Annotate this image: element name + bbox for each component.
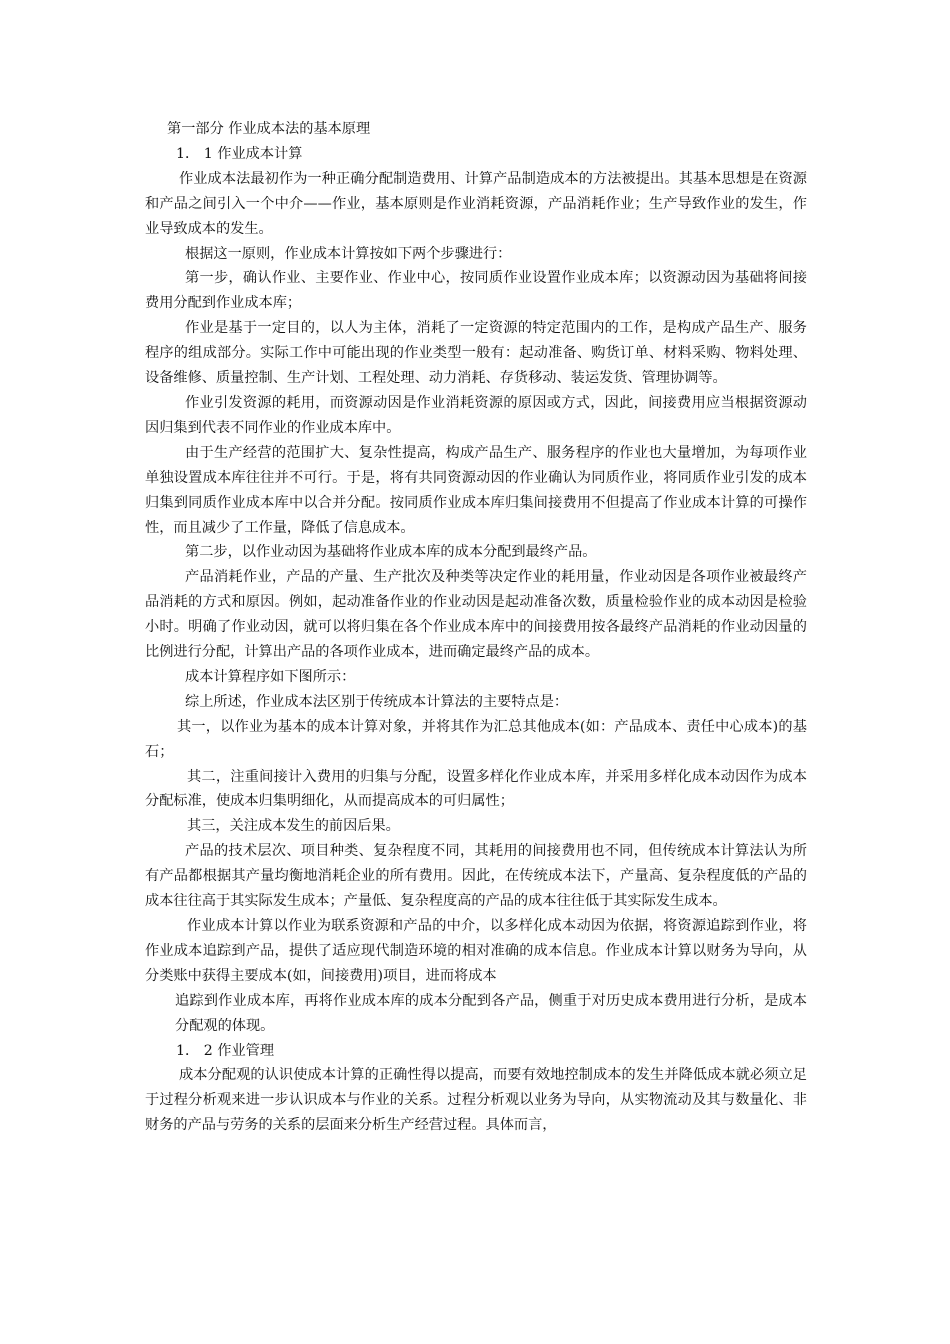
paragraph: 其三，关注成本发生的前因后果。	[187, 818, 400, 835]
paragraph: 其二，注重间接计入费用的归集与分配，设置多样化作业成本库，并采用多样化成本动因作为成本分配标准，使成本归集明细化，从而提高成本的可归属性；	[145, 768, 807, 810]
paragraph: 作业成本计算以作业为联系资源和产品的中介，以多样化成本动因为依据，将资源追踪到作业，将作业成本追踪到产品，提供了适应现代制造环境的相对准确的成本信息。作业成本计算以财务为导向，从分类账中获得主要成本(如，间接费用)项目，进而将成本	[145, 918, 807, 984]
paragraph: 作业成本法最初作为一种正确分配制造费用、计算产品制造成本的方法被提出。其基本思想是在资源和产品之间引入一个中介——作业，基本原则是作业消耗资源，产品消耗作业；生产导致作业的发生，作业导致成本的发生。	[145, 170, 807, 237]
paragraph: 作业是基于一定目的，以人为主体，消耗了一定资源的特定范围内的工作，是构成产品生产、服务程序的组成部分。实际工作中可能出现的作业类型一般有：起动准备、购货订单、材料采购、物料处理、设备维修、质量控制、生产计划、工程处理、动力消耗、存货移动、装运发货、管理协调等。	[145, 320, 807, 387]
paragraph-continuation: 追踪到作业成本库，再将作业成本库的成本分配到各产品，侧重于对历史成本费用进行分析，是成本分配观的体现。	[175, 992, 807, 1034]
paragraph: 产品消耗作业，产品的产量、生产批次及种类等决定作业的耗用量，作业动因是各项作业被最终产品消耗的方式和原因。例如，起动准备作业的作业动因是起动准备次数，质量检验作业的成本动因是检验小时。明确了作业动因，就可以将归集在各个作业成本库中的间接费用按各最终产品消耗的作业动因量的比例进行分配，计算出产品的各项作业成本，进而确定最终产品的成本。	[145, 569, 807, 661]
paragraph: 由于生产经营的范围扩大、复杂性提高，构成产品生产、服务程序的作业也大量增加，为每项作业单独设置成本库往往并不可行。于是，将有共同资源动因的作业确认为同质作业，将同质作业引发的成本归集到同质作业成本库中以合并分配。按同质作业成本库归集间接费用不但提高了作业成本计算的可操作性，而且减少了工作量，降低了信息成本。	[145, 444, 807, 536]
document-page	[145, 117, 807, 1138]
paragraph: 作业引发资源的耗用，而资源动因是作业消耗资源的原因或方式，因此，间接费用应当根据资源动因归集到代表不同作业的作业成本库中。	[145, 394, 807, 436]
paragraph: 根据这一原则，作业成本计算按如下两个步骤进行：	[185, 245, 512, 262]
paragraph: 第一步，确认作业、主要作业、作业中心，按同质作业设置作业成本库；以资源动因为基础将间接费用分配到作业成本库；	[145, 270, 807, 312]
paragraph: 成本计算程序如下图所示：	[185, 668, 356, 685]
paragraph: 产品的技术层次、项目种类、复杂程度不同，其耗用的间接费用也不同，但传统成本计算法认为所有产品都根据其产量均衡地消耗企业的所有费用。因此，在传统成本法下，产量高、复杂程度低的产品的成本往往高于其实际发生成本；产量低、复杂程度高的产品的成本往往低于其实际发生成本。	[145, 843, 807, 910]
part-title: 第一部分 作业成本法的基本原理	[167, 121, 371, 137]
paragraph: 第二步，以作业动因为基础将作业成本库的成本分配到最终产品。	[185, 544, 597, 561]
paragraph: 成本分配观的认识使成本计算的正确性得以提高，而要有效地控制成本的发生并降低成本就必须立足于过程分析观来进一步认识成本与作业的关系。过程分析观以业务为导向，从实物流动及其与数量化、非财务的产品与劳务的关系的层面来分析生产经营过程。具体而言，	[145, 1067, 807, 1134]
section-heading-1-1: 1． 1 作业成本计算	[176, 145, 303, 162]
paragraph: 综上所述，作业成本法区别于传统成本计算法的主要特点是：	[185, 693, 569, 710]
section-heading-1-2: 1． 2 作业管理	[176, 1042, 275, 1059]
paragraph: 其一，以作业为基本的成本计算对象，并将其作为汇总其他成本(如：产品成本、责任中心成本)的基石；	[145, 718, 807, 760]
